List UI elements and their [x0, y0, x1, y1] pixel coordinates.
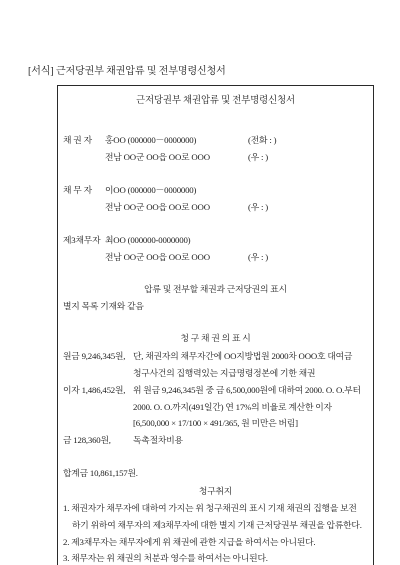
claim-description-line: 독촉절차비용	[133, 435, 183, 445]
party-postal-code: (우 : )	[248, 202, 268, 212]
section-heading: 압류 및 전부할 채권과 근저당권의 표시	[144, 284, 287, 294]
claim-amount-label: 원금 9,246,345원,	[63, 351, 126, 361]
claim-description-line: 2000. O. O.까지(491일간) 연 17%의 비율로 계산한 이자	[133, 402, 332, 412]
claim-description-line: 위 원금 9,246,345원 중 금 6,500,000원에 대하여 2000. O. O.부터	[133, 385, 361, 395]
section-heading: 청 구 채 권 의 표 시	[180, 333, 251, 343]
party-role-label: 채 무 자	[63, 185, 92, 195]
party-address: 전남 OO군 OO읍 OO로 OOO	[105, 252, 210, 262]
claim-amount-label: 이자 1,486,452원,	[63, 385, 126, 395]
claim-description-line: [6,500,000 × 17/100 × 491/365, 원 미만은 버림]	[133, 418, 298, 428]
purpose-line: 3. 채무자는 위 채권의 처분과 영수를 하여서는 아니된다.	[63, 553, 268, 563]
party-postal-code: (우 : )	[248, 152, 268, 162]
purpose-line: 1. 채권자가 채무자에 대하여 가지는 위 청구채권의 표시 기재 채권의 집행을 보전	[63, 503, 357, 513]
document-title: 근저당권부 채권압류 및 전부명령신청서	[136, 96, 295, 106]
party-postal-code: (우 : )	[248, 252, 268, 262]
party-address: 전남 OO군 OO읍 OO로 OOO	[105, 202, 210, 212]
section-heading: 청구취지	[198, 486, 233, 496]
party-address: 전남 OO군 OO읍 OO로 OOO	[105, 152, 210, 162]
purpose-line: 하기 위하여 채무자의 제3채무자에 대한 별지 기재 근저당권부 채권을 압류한다.	[72, 520, 362, 530]
party-name-id: 최OO (000000-0000000)	[105, 235, 191, 245]
party-role-label: 제3채무자	[63, 235, 101, 245]
claim-amount-label: 금 128,360원,	[63, 435, 111, 445]
claim-description-line: 단, 채권자의 채무자간에 OO지방법원 2000차 OOO호 대여금	[133, 351, 353, 361]
section-body: 별지 목록 기재와 같음	[63, 301, 144, 311]
form-caption: [서식] 근저당권부 채권압류 및 전부명령신청서	[28, 66, 226, 77]
party-role-label: 채 권 자	[63, 135, 92, 145]
purpose-line: 2. 제3채무자는 채무자에게 위 채권에 관한 지급을 하여서는 아니된다.	[63, 537, 316, 547]
party-name-id: 이OO (000000－0000000)	[105, 185, 197, 195]
party-phone: (전화 : )	[248, 135, 277, 145]
party-name-id: 홍OO (000000－0000000)	[105, 135, 197, 145]
claim-description-line: 청구사건의 집행력있는 지급명령정본에 기한 채권	[133, 368, 316, 378]
claim-total: 합계금 10,861,157원.	[63, 468, 138, 478]
